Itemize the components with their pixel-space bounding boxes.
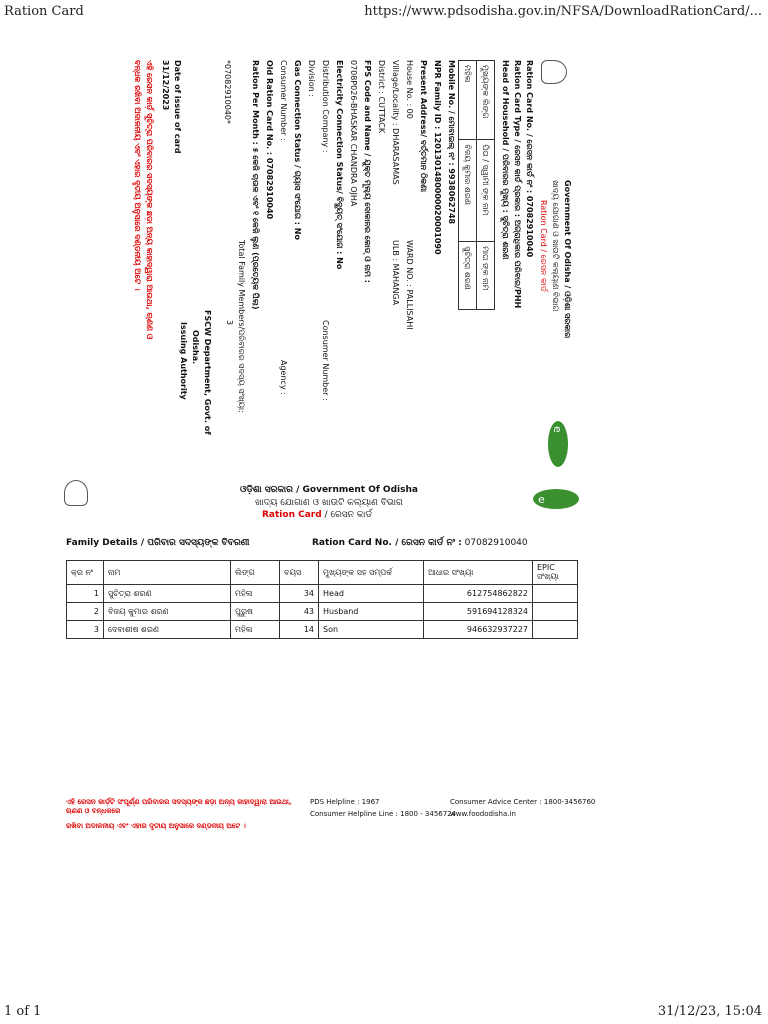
card-type: Ration Card Type / ରେସନ କାର୍ଡ ପ୍ରକାର : ଅଗ୍ରାଧିକାର ପରିବାର/PHH [513,60,522,309]
card-number: Ration Card No. / ରେସନ କାର୍ଡ ନଂ : 07082910040 [525,60,534,258]
cell-serial: 3 [67,621,104,639]
table-row [67,603,578,621]
cell-aadhaar: 591694128324 [424,603,533,621]
cell-age: 43 [280,603,319,621]
card-issue-date: 31/12/2023 [161,60,170,111]
card-gas: Gas Connection Status / ଗ୍ୟାସ ସଂଯୋଗ : No [293,60,302,240]
card-fps-value: 0708P026-BHASKAR CHANDRA OJHA [349,60,358,207]
cell-name: ସୁଚିତ୍ରା ଶରଣ [104,585,231,603]
print-timestamp: 31/12/23, 15:04 [657,1004,762,1019]
mini-value-mother: ସୁଚିତ୍ରା ଶରଣ [459,242,477,310]
card-authority-1: FSCW Department, Govt. of [203,310,212,435]
card-division: Division : [307,60,316,97]
family-title-en: Ration Card [262,510,322,520]
card-fps-label: FPS Code and Name / ଯୁକ୍ତ ମୂଲ୍ୟ ଦୋକାନର କୋଡ୍ ଓ ନାମ : [363,60,372,283]
card-agency: Agency : [279,360,288,395]
footer-advice-center: Consumer Advice Center : 1800-3456760 [450,798,596,806]
cell-epic [533,585,578,603]
card-head: Head of Household / ପରିବାରର ମୁଖ୍ୟ : ସୁଚିତ୍ରା ଶରଣ [501,60,510,260]
col-aadhaar: ଆଧାର ସଂଖ୍ୟା [424,561,533,585]
family-card-number [312,538,528,548]
card-total-members-label: Total Family Members/ପରିବାରର ସଦସ୍ୟ ସଂଖ୍ୟା: [237,240,246,413]
card-dept: ଖାଦ୍ୟ ଯୋଗାଣ ଓ ଖାଉଟି କଲ୍ୟାଣ ବିଭାଗ [551,180,560,312]
cell-relation: Head [319,585,424,603]
print-title: Ration Card [4,4,84,19]
card-authority-2: Odisha. [191,330,200,365]
card-house-no: House No. : 00 [405,60,414,119]
card-ration-per-month: Ration Per Month : ୫ କେଜି ଚାଉଳ ଏବଂ ୧ କେଜି ଲୁଣ (ପ୍ରତ୍ୟେକ ପିଲା) [251,60,260,310]
cell-serial: 1 [67,585,104,603]
e-ration-logo-icon [532,488,580,510]
card-electricity: Electricity Connection Status/ ବିଦ୍ୟୁତ୍ ସଂଯୋଗ : No [335,60,344,270]
card-title: Ration Card / ରେସନ କାର୍ଡ [539,200,548,292]
col-name: ନାମ [104,561,231,585]
cell-gender: ମହିଳା [231,585,280,603]
e-ration-logo-icon [547,420,569,468]
table-row [67,585,578,603]
family-details-heading: Family Details / ପରିବାର ସଦସ୍ୟଙ୍କ ବିବରଣୀ [66,538,250,548]
cell-serial: 2 [67,603,104,621]
cell-epic [533,621,578,639]
mini-value-father: ବିଜୟ କୁମାର ଶରଣ [459,140,477,242]
card-total-members: 3 [225,320,234,326]
footer-note-2: ରଖିବା ଅଦାଳନୀୟ ଏବଂ ଏହାର ଦୃତୀୟ ଅନୁସାରେ ଦଣ୍ଡନୀୟ ଅଟେ । [66,822,246,830]
mini-header-mother: ମାତା ଙ୍କ ନାମ [477,242,495,310]
family-govt: ଓଡ଼ିଶା ସରକାର / Government Of Odisha [240,485,418,495]
cell-relation: Son [319,621,424,639]
card-note-1: ଏହି ରେସନ କାର୍ଡ଼ ସୂଚିତ୍ରା ପରିବାରର ସଦସ୍ୟଙ୍କ ଛଡ଼ା ଅନ୍ୟ କାହାଦ୍ୱାରା ଆଉଥା, ଋଣଣ ଓ [145,60,154,340]
card-npr: NPR Family ID : 1201301480000020001090 [433,60,442,255]
card-authority-3: Issuing Authority [179,322,188,400]
card-note-2: ବନ୍ଧକ ରଖିବା ଅଦାଳନୀୟ ଏବଂ ଏହାର ଦୃତୀୟ ଅନୁସାରେ ଦଣ୍ଡନୀୟ ଅଟେ । [133,60,142,291]
card-consumer-number: Consumer Number : [279,60,288,141]
svg-text:e: e [538,493,545,506]
card-consumer-number-top: Consumer Number : [321,320,330,401]
cell-relation: Husband [319,603,424,621]
cell-age: 34 [280,585,319,603]
ration-card-front [55,60,575,475]
card-barcode-text: *07082910040* [223,60,232,124]
cell-name: ଦେବାଶୀଷ ଶରଣ [104,621,231,639]
col-relation: ମୁଖ୍ୟଙ୍କ ସହ ସମ୍ପର୍କ [319,561,424,585]
footer-pds-helpline: PDS Helpline : 1967 [310,798,380,806]
col-serial: କ୍ର ନଂ [67,561,104,585]
family-members-table [66,560,578,639]
card-govt: Government Of Odisha / ଓଡ଼ିଶା ସରକାର [563,180,572,339]
odisha-emblem-icon [64,480,88,506]
card-mini-table [458,60,495,310]
family-card-number-value: 07082910040 [461,538,528,548]
footer-consumer-helpline: Consumer Helpline Line : 1800 - 3456724 [310,810,457,818]
card-village: Village/Locality : DHARASAMAS [391,60,400,185]
card-ulb: ULB : MAHANGA [391,240,400,306]
svg-text:e: e [551,426,564,433]
cell-aadhaar: 946632937227 [424,621,533,639]
card-issue-label: Date of issue of card [173,60,182,154]
odisha-emblem-icon [541,60,567,84]
print-url: https://www.pdsodisha.gov.in/NFSA/DownloadRationCard/... [364,4,762,19]
print-page-count: 1 of 1 [4,1004,42,1019]
family-dept: ଖାଦ୍ୟ ଯୋଗାଣ ଓ ଖାଉଟି କଲ୍ୟାଣ ବିଭାଗ [255,498,403,508]
cell-name: ବିଜୟ କୁମାର ଶରଣ [104,603,231,621]
footer-website: www.foododisha.in [450,810,516,818]
card-district: District : CUTTACK [377,60,386,134]
cell-gender: ପୁରୁଷ [231,603,280,621]
mini-value-gender: ମହିଳା [459,61,477,140]
card-present-address: Present Address/ ବର୍ତ୍ତମାନ ଠିକଣା [419,60,428,193]
card-ward-no: WARD NO. : PALLISAHI [405,240,414,330]
mini-header-gender: ମୁଖ୍ୟଙ୍କ ଲିଙ୍ଗ [477,61,495,140]
family-card-number-label: Ration Card No. / ରେସନ କାର୍ଡ ନଂ : [312,538,462,548]
footer-note-1: ଏହି ରେସନ କାର୍ଡ଼ଟି ସଂପୂର୍ଣ୍ଣ ପରିବାରର ସଦସ୍ୟଙ୍କ ଛଡ଼ା ଅନ୍ୟ କାହାଦ୍ୱାରା ଆଉଥା, ଋଣଣ ଓ ବନ୍ଧକରେ [66,798,292,815]
col-age: ବୟସ [280,561,319,585]
mini-header-father: ପିତା / ସ୍ୱାମୀ ଙ୍କ ନାମ [477,140,495,242]
col-epic: EPIC ସଂଖ୍ୟା [533,561,578,585]
card-old-number: Old Ration Card No. : 07082910040 [265,60,274,220]
family-title [262,510,372,520]
cell-age: 14 [280,621,319,639]
table-row [67,621,578,639]
cell-gender: ମହିଳା [231,621,280,639]
cell-aadhaar: 612754862822 [424,585,533,603]
family-title-or: / ରେସନ କାର୍ଡ [321,510,373,520]
cell-epic [533,603,578,621]
card-mobile: Mobile No. / ମୋବାଇଲ୍ ନଂ : 9938062748 [447,60,456,225]
card-distribution-company: Distribution Company : [321,60,330,153]
col-gender: ଲିଙ୍ଗ [231,561,280,585]
